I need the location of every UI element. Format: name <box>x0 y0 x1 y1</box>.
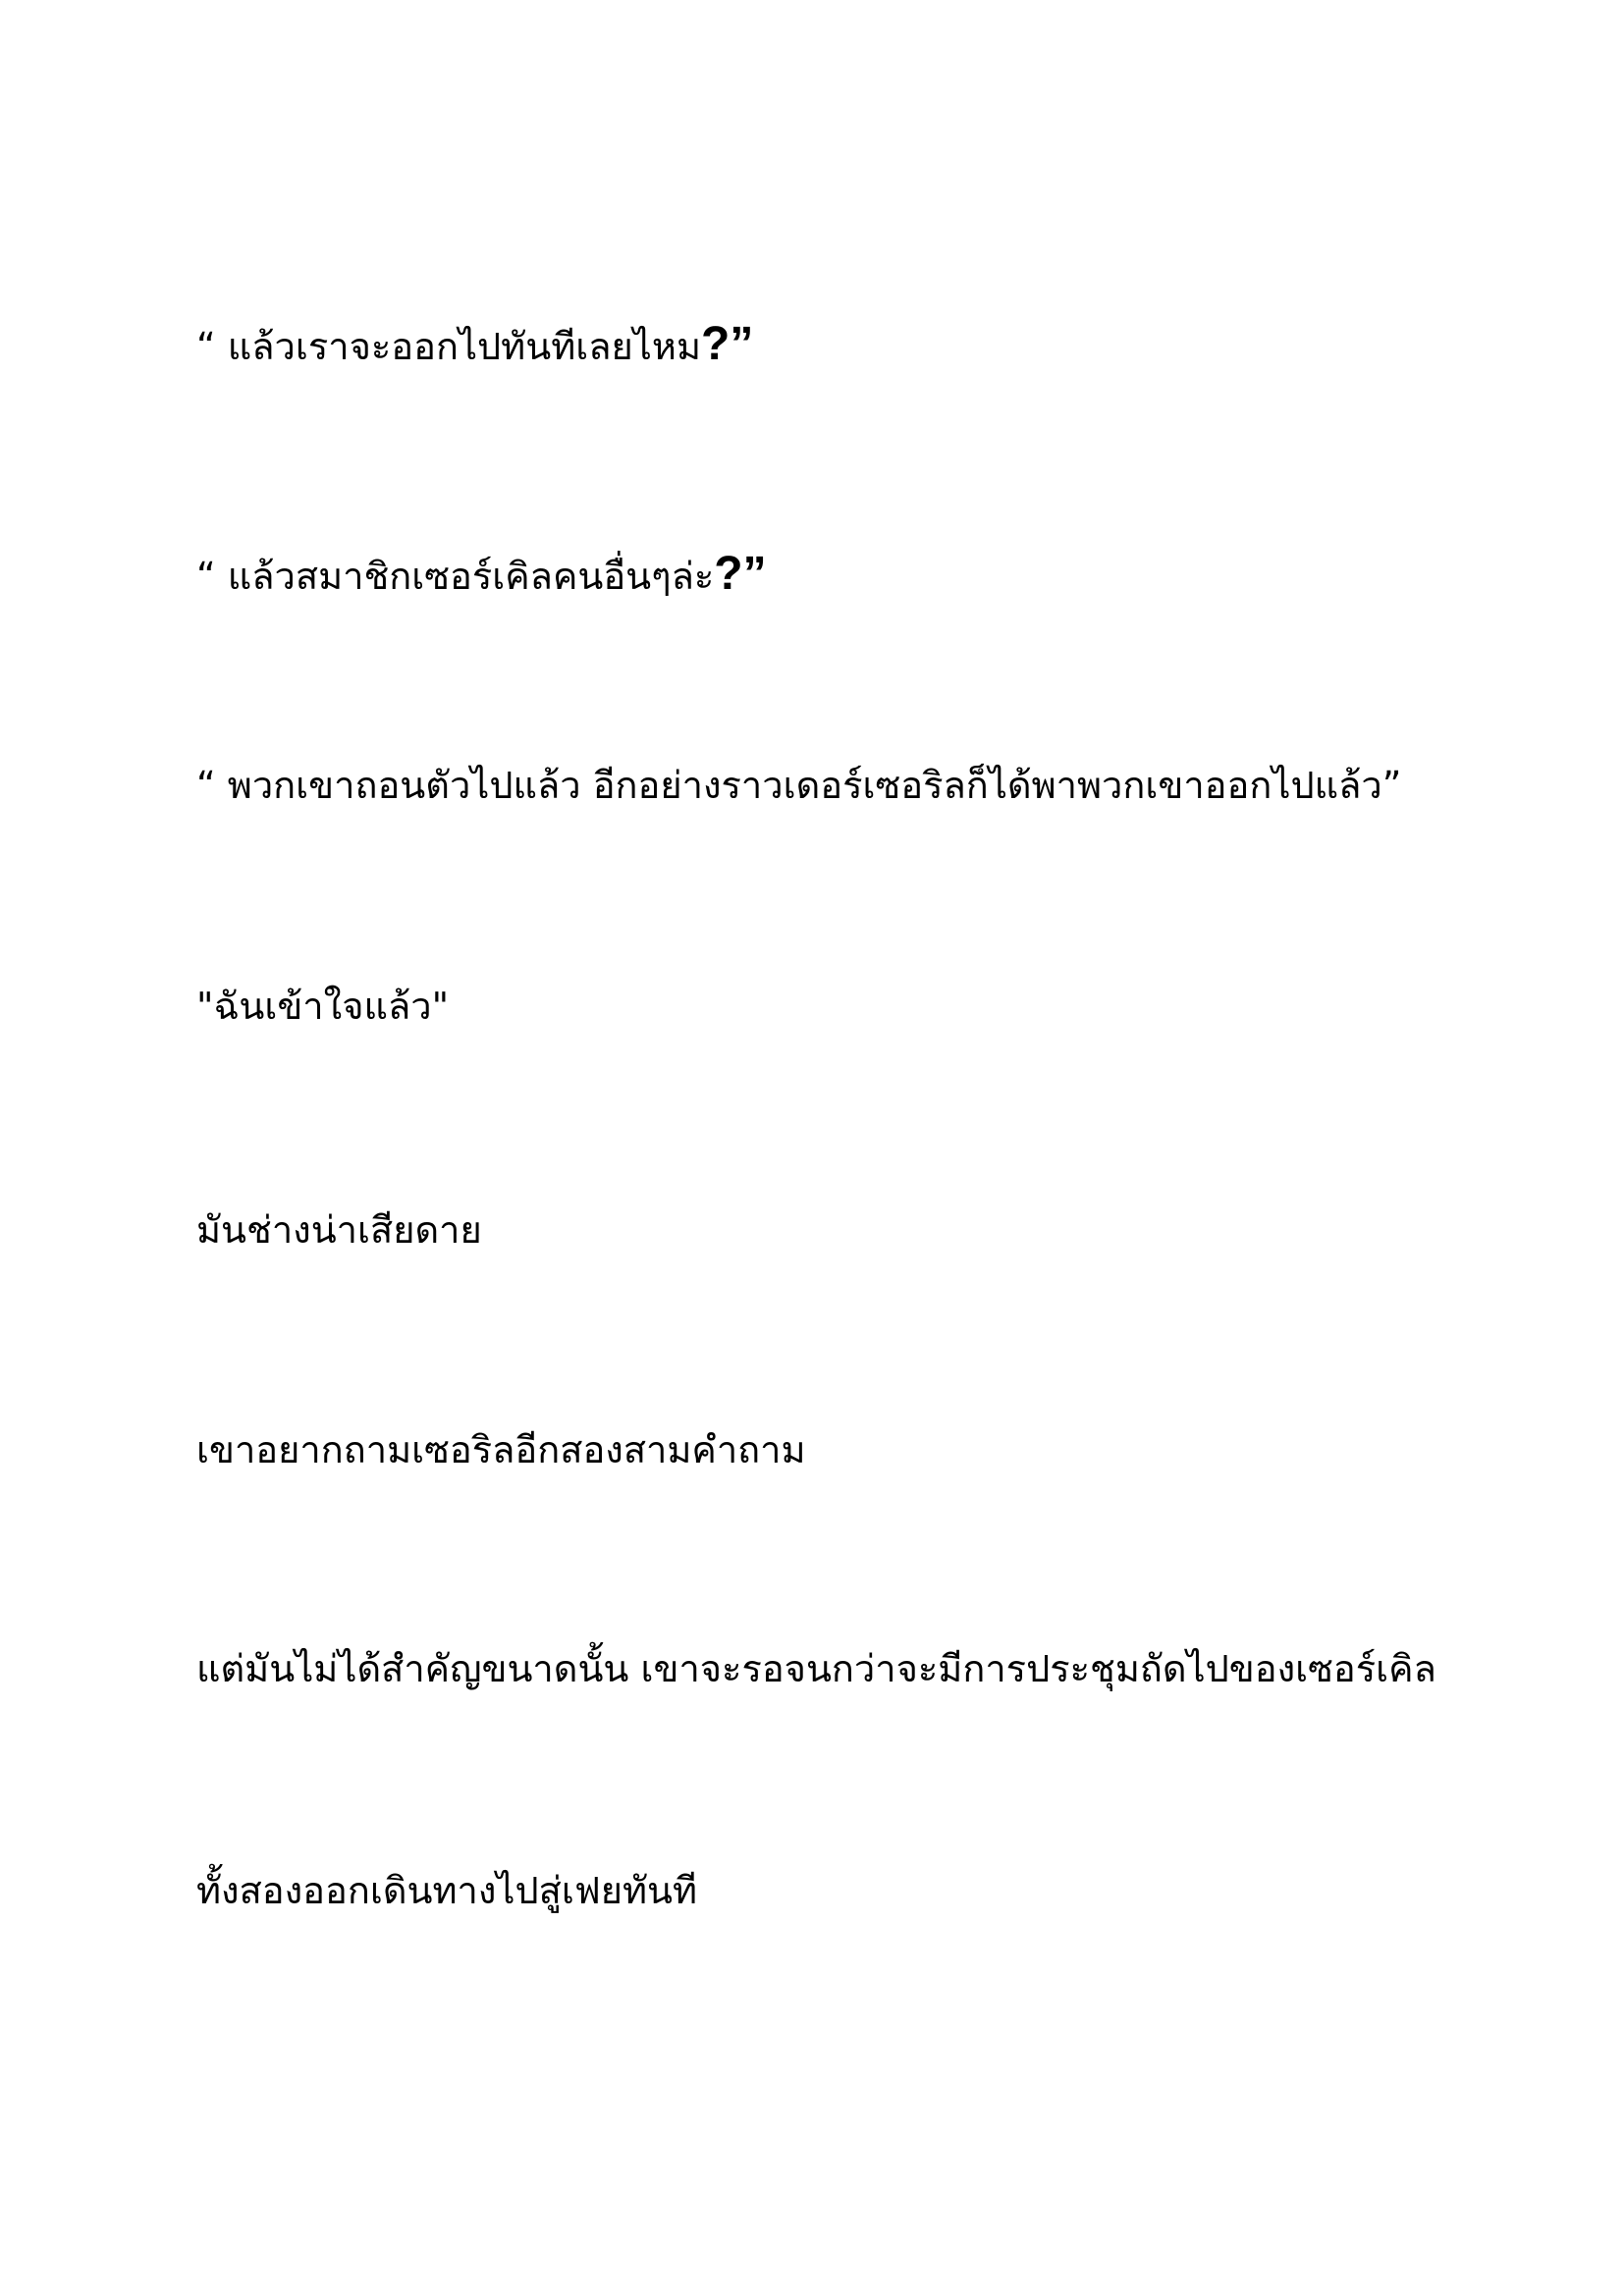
narration-line-6 <box>196 1428 806 1473</box>
line-text: “ แล้วเราจะออกไปทันทีเลยไหม <box>196 325 702 368</box>
line-text: “ พวกเขาถอนตัวไปแล้ว อีกอย่างราวเดอร์เซอริลก็ได้พาพวกเขาออกไปแล้ว” <box>196 764 1402 807</box>
narration-line-7 <box>196 1647 1436 1692</box>
line-text: “ แล้วสมาชิกเซอร์เคิลคนอื่นๆล่ะ <box>196 555 715 598</box>
narration-line-5 <box>196 1208 482 1254</box>
line-text: เขาอยากถามเซอริลอีกสองสามคำถาม <box>196 1428 806 1471</box>
question-mark-close-quote: ?” <box>701 318 754 370</box>
line-text: มันช่างน่าเสียดาย <box>196 1208 482 1252</box>
dialogue-line-2 <box>196 546 767 603</box>
dialogue-line-3 <box>196 764 1401 809</box>
narration-line-8 <box>196 1869 697 1914</box>
line-text: ทั้งสองออกเดินทางไปสู่เฟยทันที <box>196 1869 698 1912</box>
line-text: "ฉันเข้าใจแล้ว" <box>196 985 450 1028</box>
dialogue-line-1 <box>196 316 753 373</box>
line-text: แต่มันไม่ได้สำคัญขนาดนั้น เขาจะรอจนกว่าจะมีการประชุมถัดไปของเซอร์เคิล <box>196 1647 1436 1690</box>
dialogue-line-4 <box>196 985 449 1030</box>
question-mark-close-quote: ?” <box>714 548 767 600</box>
